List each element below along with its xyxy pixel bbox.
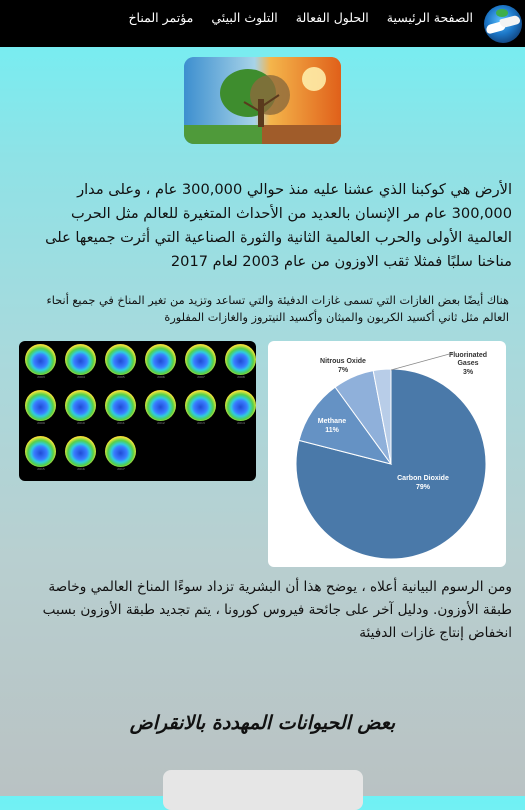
pie-value-label: 3% <box>462 369 474 376</box>
ozone-map-2007 <box>183 344 219 380</box>
section-heading: بعض الحيوانات المهددة بالانقراض <box>129 712 396 734</box>
ozone-map-2003 <box>23 344 59 380</box>
ozone-map-2016 <box>63 436 99 472</box>
pie-leader-line <box>391 353 453 370</box>
ozone-disk <box>105 390 136 421</box>
ozone-year-label: 2007 <box>197 375 205 379</box>
nav-item-pollution[interactable]: التلوث البيئي <box>211 10 278 25</box>
ozone-year-label: 2010 <box>77 421 85 425</box>
ozone-year-label: 2013 <box>197 421 205 425</box>
ozone-year-label: 2011 <box>117 421 125 425</box>
ozone-disk <box>105 436 136 467</box>
pie-label: Fluorinated <box>448 352 488 359</box>
ozone-map-2006 <box>143 344 179 380</box>
ozone-year-label: 2014 <box>237 421 245 425</box>
hero-image <box>184 57 341 144</box>
conclusion-paragraph: ومن الرسوم البيانية أعلاه ، يوضح هذا أن البشرية تزداد سوءًا المناخ العالمي وخاصة طبقة الأوزون. ودليل آخر على جائحة فيروس كورونا ، يتم تجديد طبقة الأوزون بسبب انخفاض إنتاج غازات الدفيئة <box>42 579 512 641</box>
ozone-year-label: 2017 <box>117 467 125 471</box>
ozone-disk <box>225 390 256 421</box>
ozone-disk <box>65 436 96 467</box>
ozone-disk <box>25 344 56 375</box>
ozone-map-2011 <box>103 390 139 426</box>
ozone-map-2008 <box>223 344 256 380</box>
pie-value-label: 79% <box>415 484 431 491</box>
logo-land <box>496 9 508 17</box>
ozone-disk <box>105 344 136 375</box>
ozone-map-2015 <box>23 436 59 472</box>
pie-label: Nitrous Oxide <box>320 358 366 365</box>
nav-item-solutions[interactable]: الحلول الفعالة <box>295 10 369 25</box>
ozone-year-label: 2003 <box>37 375 45 379</box>
ozone-year-label: 2012 <box>157 421 165 425</box>
ozone-map-2009 <box>23 390 59 426</box>
ozone-map-2004 <box>63 344 99 380</box>
ozone-year-label: 2016 <box>77 467 85 471</box>
ozone-year-label: 2006 <box>157 375 165 379</box>
ozone-year-label: 2005 <box>117 375 125 379</box>
nav-item-climate-conference[interactable]: مؤتمر المناخ <box>128 10 194 25</box>
intro-paragraph: الأرض هي كوكبنا الذي عشنا عليه منذ حوالي 300,000 عام ، وعلى مدار 300,000 عام مر الإنسان بالعديد من الأحداث المتغيرة للعالم مثل الحرب العالمية الأولى والحرب العالمية الثانية والثورة الصناعية التي أثرت جميعها على مناخنا سلبًا فمثلا ثقب الاوزون من عام 2003 لعام 2017 <box>45 181 512 270</box>
pie-value-label: 11% <box>325 427 339 434</box>
greenhouse-paragraph: هناك أيضًا بعض الغازات التي تسمى غازات الدفيئة والتي تساعد وتزيد من تغير المناخ في جميع أنحاء العالم مثل ثاني أكسيد الكربون والميثان وأكسيد النيتروز والغازات المفلورة <box>46 294 509 324</box>
pie-svg <box>268 341 506 567</box>
ozone-year-label: 2015 <box>37 467 45 471</box>
ozone-year-label: 2004 <box>77 375 85 379</box>
ozone-map-2017 <box>103 436 139 472</box>
top-nav <box>0 0 525 47</box>
pie-label: Carbon Dioxide <box>397 475 449 482</box>
ozone-disk <box>25 436 56 467</box>
ozone-disk <box>145 390 176 421</box>
ozone-map-2010 <box>63 390 99 426</box>
ozone-disk <box>145 344 176 375</box>
ozone-disk <box>25 390 56 421</box>
ozone-year-label: 2009 <box>37 421 45 425</box>
ozone-map-2012 <box>143 390 179 426</box>
pie-value-label: 7% <box>337 367 349 374</box>
ozone-disk <box>225 344 256 375</box>
ozone-disk <box>185 344 216 375</box>
tree-image <box>184 57 341 144</box>
pie-label: Gases <box>457 360 479 367</box>
ozone-year-label: 2008 <box>237 375 245 379</box>
nav-item-home[interactable]: الصفحة الرئيسية <box>386 10 473 25</box>
pie-label: Methane <box>317 418 347 425</box>
ozone-map-2005 <box>103 344 139 380</box>
ozone-disk <box>65 390 96 421</box>
nav-menu <box>128 10 473 25</box>
ozone-disk <box>65 344 96 375</box>
earth-handshake-logo[interactable] <box>484 5 522 43</box>
ozone-disk <box>185 390 216 421</box>
ozone-map-2013 <box>183 390 219 426</box>
ozone-map-2014 <box>223 390 256 426</box>
content-card <box>163 770 363 810</box>
ozone-hole-image <box>19 341 256 481</box>
greenhouse-gases-pie-chart <box>268 341 506 567</box>
